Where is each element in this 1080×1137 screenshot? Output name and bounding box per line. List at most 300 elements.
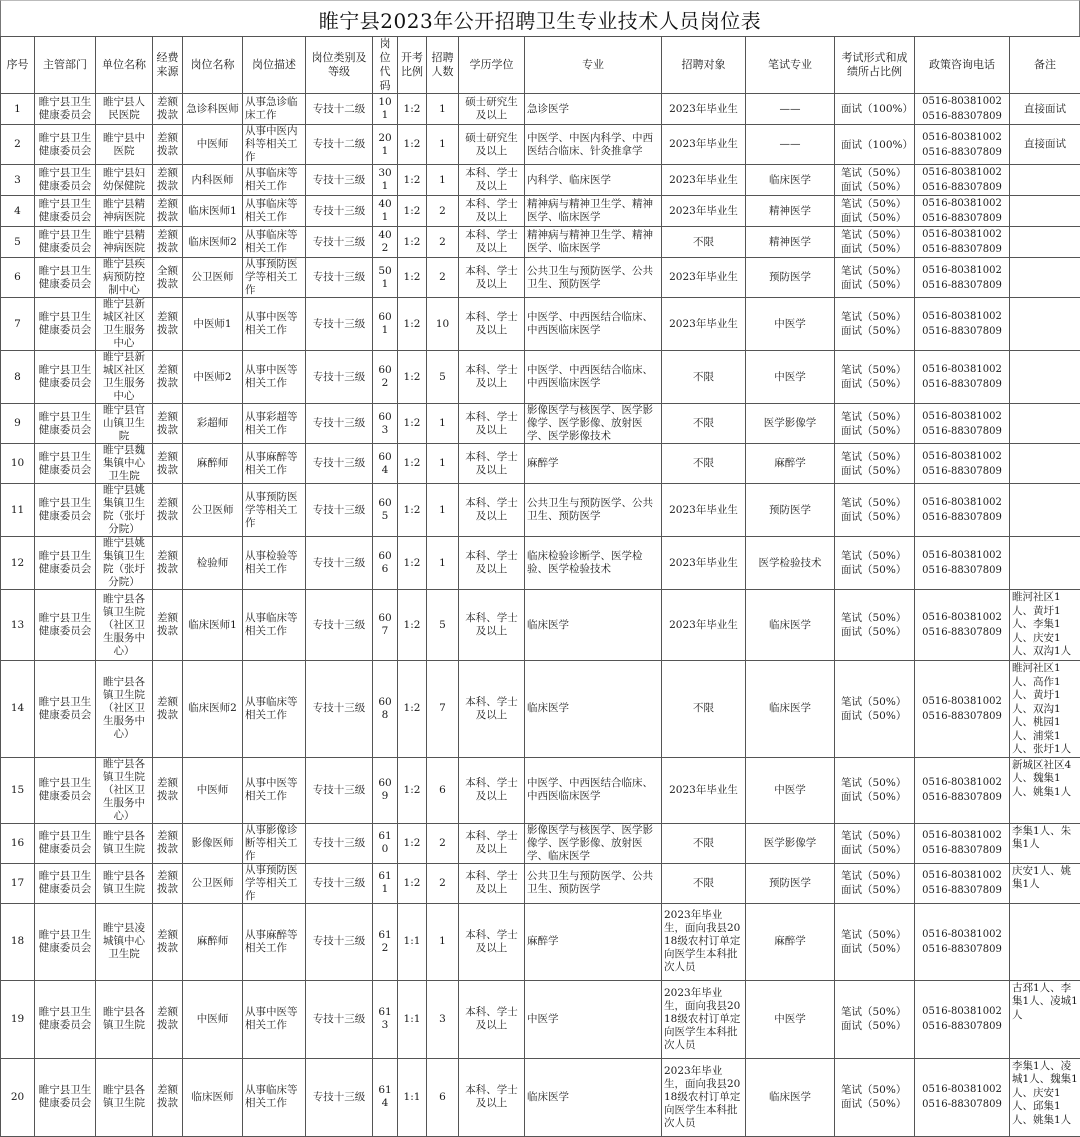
cell-post: 中医师 (183, 757, 243, 823)
cell-no: 17 (1, 863, 35, 903)
phone-line: 0516-80381002 (917, 165, 1007, 180)
cell-major: 影像医学与核医学、医学影像学、医学影像、放射医学、临床医学 (525, 823, 662, 863)
cell-level: 专技十三级 (306, 980, 373, 1058)
phone-line: 0516-88307809 (917, 424, 1007, 439)
cell-no: 19 (1, 980, 35, 1058)
cell-note (1010, 903, 1080, 980)
cell-ratio: 1:2 (398, 590, 427, 661)
phone-line: 0516-88307809 (917, 709, 1007, 724)
exam-line: 笔试（50%） (841, 166, 912, 180)
cell-target: 2023年毕业生 (662, 165, 746, 196)
cell-dept: 睢宁县卫生健康委员会 (35, 125, 96, 165)
cell-unit: 睢宁县各镇卫生院（社区卫生服务中心） (96, 590, 153, 661)
exam-line: 面试（50%） (841, 709, 912, 723)
cell-no: 9 (1, 404, 35, 444)
table-row (1, 404, 1080, 444)
cell-level: 专技十二级 (306, 125, 373, 165)
cell-ratio: 1:2 (398, 125, 427, 165)
exam-line: 笔试（50%） (841, 310, 912, 324)
cell-edu: 硕士研究生及以上 (459, 94, 525, 125)
cell-unit: 睢宁县精神病医院 (96, 196, 153, 227)
cell-written: —— (746, 125, 835, 165)
cell-target: 2023年毕业生 (662, 125, 746, 165)
header-no: 序号 (1, 37, 35, 94)
exam-line: 面试（50%） (841, 424, 912, 438)
exam-line: 面试（50%） (841, 278, 912, 292)
header-written: 笔试专业 (746, 37, 835, 94)
cell-written: 临床医学 (746, 590, 835, 661)
header-exam: 考试形式和成绩所占比例 (835, 37, 915, 94)
exam-line: 笔试（50%） (841, 197, 912, 211)
exam-line: 面试（50%） (841, 242, 912, 256)
exam-line: 笔试（50%） (841, 829, 912, 843)
phone-line: 0516-80381002 (917, 868, 1007, 883)
cell-fund: 差额拨款 (153, 863, 183, 903)
cell-written: 麻醉学 (746, 903, 835, 980)
exam-line: 面试（50%） (841, 377, 912, 391)
cell-num: 1 (427, 94, 459, 125)
cell-target: 2023年毕业生，面向我县2018级农村订单定向医学生本科批次人员 (662, 1058, 746, 1136)
cell-unit: 睢宁县新城区社区卫生服务中心 (96, 351, 153, 404)
cell-dept: 睢宁县卫生健康委员会 (35, 1058, 96, 1136)
cell-target: 2023年毕业生 (662, 298, 746, 351)
table-row (1, 823, 1080, 863)
phone-line: 0516-88307809 (917, 790, 1007, 805)
cell-num: 6 (427, 1058, 459, 1136)
cell-phone (915, 227, 1010, 258)
phone-line: 0516-88307809 (917, 180, 1007, 195)
cell-post: 急诊科医师 (183, 94, 243, 125)
cell-exam (835, 823, 915, 863)
cell-ratio: 1:2 (398, 444, 427, 484)
header-row (1, 37, 1080, 94)
cell-exam (835, 165, 915, 196)
cell-written: —— (746, 94, 835, 125)
cell-phone (915, 444, 1010, 484)
cell-written: 预防医学 (746, 258, 835, 298)
cell-exam (835, 404, 915, 444)
cell-desc: 从事麻醉等相关工作 (243, 444, 306, 484)
cell-post: 影像医师 (183, 823, 243, 863)
cell-dept: 睢宁县卫生健康委员会 (35, 227, 96, 258)
cell-major: 麻醉学 (525, 903, 662, 980)
cell-ratio: 1:2 (398, 196, 427, 227)
cell-unit: 睢宁县疾病预防控制中心 (96, 258, 153, 298)
phone-line: 0516-80381002 (917, 263, 1007, 278)
cell-target: 2023年毕业生 (662, 484, 746, 537)
exam-line: 笔试（50%） (841, 264, 912, 278)
cell-major: 中医学 (525, 980, 662, 1058)
cell-num: 2 (427, 227, 459, 258)
cell-num: 2 (427, 823, 459, 863)
phone-line: 0516-88307809 (917, 1019, 1007, 1034)
cell-level: 专技十二级 (306, 94, 373, 125)
cell-unit: 睢宁县各镇卫生院 (96, 1058, 153, 1136)
cell-target: 不限 (662, 351, 746, 404)
cell-desc: 从事麻醉等相关工作 (243, 903, 306, 980)
cell-num: 1 (427, 404, 459, 444)
cell-fund: 差额拨款 (153, 980, 183, 1058)
cell-code: 101 (373, 94, 398, 125)
table-row (1, 903, 1080, 980)
cell-num: 2 (427, 196, 459, 227)
table-row (1, 165, 1080, 196)
cell-dept: 睢宁县卫生健康委员会 (35, 863, 96, 903)
cell-note (1010, 298, 1080, 351)
cell-fund: 差额拨款 (153, 484, 183, 537)
cell-note: 古邳1人、李集1人、凌城1人 (1010, 980, 1080, 1058)
cell-ratio: 1:2 (398, 484, 427, 537)
cell-fund: 差额拨款 (153, 404, 183, 444)
cell-target: 不限 (662, 661, 746, 758)
cell-num: 10 (427, 298, 459, 351)
phone-line: 0516-80381002 (917, 828, 1007, 843)
table-row (1, 196, 1080, 227)
cell-note (1010, 165, 1080, 196)
cell-no: 4 (1, 196, 35, 227)
cell-edu: 本科、学士及以上 (459, 537, 525, 590)
phone-line: 0516-88307809 (917, 278, 1007, 293)
cell-edu: 本科、学士及以上 (459, 227, 525, 258)
cell-ratio: 1:2 (398, 661, 427, 758)
cell-level: 专技十三级 (306, 863, 373, 903)
cell-post: 麻醉师 (183, 903, 243, 980)
exam-line: 面试（50%） (841, 942, 912, 956)
cell-edu: 本科、学士及以上 (459, 258, 525, 298)
cell-note (1010, 196, 1080, 227)
cell-no: 11 (1, 484, 35, 537)
cell-num: 1 (427, 903, 459, 980)
cell-phone (915, 258, 1010, 298)
cell-phone (915, 298, 1010, 351)
cell-edu: 本科、学士及以上 (459, 484, 525, 537)
cell-exam (835, 94, 915, 125)
cell-no: 5 (1, 227, 35, 258)
cell-unit: 睢宁县人民医院 (96, 94, 153, 125)
header-post: 岗位名称 (183, 37, 243, 94)
cell-desc: 从事中医等相关工作 (243, 980, 306, 1058)
phone-line: 0516-80381002 (917, 409, 1007, 424)
cell-no: 2 (1, 125, 35, 165)
cell-target: 2023年毕业生 (662, 258, 746, 298)
header-desc: 岗位描述 (243, 37, 306, 94)
cell-dept: 睢宁县卫生健康委员会 (35, 823, 96, 863)
phone-line: 0516-80381002 (917, 362, 1007, 377)
exam-line: 笔试（50%） (841, 611, 912, 625)
cell-edu: 本科、学士及以上 (459, 165, 525, 196)
cell-phone (915, 404, 1010, 444)
table-row (1, 590, 1080, 661)
cell-post: 彩超师 (183, 404, 243, 444)
cell-level: 专技十三级 (306, 227, 373, 258)
cell-desc: 从事预防医学等相关工作 (243, 258, 306, 298)
table-row (1, 661, 1080, 758)
phone-line: 0516-88307809 (917, 510, 1007, 525)
cell-target: 不限 (662, 227, 746, 258)
cell-post: 中医师 (183, 125, 243, 165)
cell-ratio: 1:2 (398, 227, 427, 258)
cell-ratio: 1:2 (398, 298, 427, 351)
phone-line: 0516-80381002 (917, 94, 1007, 109)
phone-line: 0516-88307809 (917, 324, 1007, 339)
cell-code: 609 (373, 757, 398, 823)
cell-level: 专技十三级 (306, 196, 373, 227)
cell-dept: 睢宁县卫生健康委员会 (35, 298, 96, 351)
cell-fund: 差额拨款 (153, 196, 183, 227)
cell-written: 临床医学 (746, 1058, 835, 1136)
exam-line: 笔试（50%） (841, 695, 912, 709)
exam-line: 面试（50%） (841, 1097, 912, 1111)
header-ratio: 开考比例 (398, 37, 427, 94)
cell-desc: 从事检验等相关工作 (243, 537, 306, 590)
cell-unit: 睢宁县各镇卫生院（社区卫生服务中心） (96, 757, 153, 823)
cell-dept: 睢宁县卫生健康委员会 (35, 590, 96, 661)
cell-note: 睢河社区1人、黄圩1人、李集1人、庆安1人、双沟1人 (1010, 590, 1080, 661)
exam-line: 笔试（50%） (841, 450, 912, 464)
table-row (1, 258, 1080, 298)
cell-dept: 睢宁县卫生健康委员会 (35, 444, 96, 484)
cell-written: 中医学 (746, 757, 835, 823)
cell-num: 6 (427, 757, 459, 823)
phone-line: 0516-88307809 (917, 242, 1007, 257)
cell-exam (835, 980, 915, 1058)
cell-edu: 本科、学士及以上 (459, 351, 525, 404)
table-row (1, 444, 1080, 484)
cell-num: 1 (427, 537, 459, 590)
cell-edu: 硕士研究生及以上 (459, 125, 525, 165)
cell-fund: 差额拨款 (153, 903, 183, 980)
cell-major: 中医学、中医内科学、中西医结合临床、针灸推拿学 (525, 125, 662, 165)
cell-code: 611 (373, 863, 398, 903)
cell-written: 中医学 (746, 298, 835, 351)
cell-fund: 差额拨款 (153, 298, 183, 351)
cell-post: 中医师1 (183, 298, 243, 351)
cell-ratio: 1:1 (398, 903, 427, 980)
header-num: 招聘人数 (427, 37, 459, 94)
cell-fund: 差额拨款 (153, 351, 183, 404)
phone-line: 0516-80381002 (917, 449, 1007, 464)
cell-post: 内科医师 (183, 165, 243, 196)
exam-line: 面试（50%） (841, 625, 912, 639)
cell-code: 301 (373, 165, 398, 196)
phone-line: 0516-88307809 (917, 464, 1007, 479)
cell-note (1010, 537, 1080, 590)
cell-ratio: 1:1 (398, 980, 427, 1058)
exam-line: 面试（50%） (841, 324, 912, 338)
cell-phone (915, 94, 1010, 125)
header-unit: 单位名称 (96, 37, 153, 94)
cell-written: 精神医学 (746, 196, 835, 227)
cell-edu: 本科、学士及以上 (459, 823, 525, 863)
cell-level: 专技十三级 (306, 903, 373, 980)
cell-exam (835, 590, 915, 661)
cell-major: 公共卫生与预防医学、公共卫生、预防医学 (525, 258, 662, 298)
cell-level: 专技十三级 (306, 537, 373, 590)
cell-major: 精神病与精神卫生学、精神医学、临床医学 (525, 196, 662, 227)
cell-fund: 差额拨款 (153, 227, 183, 258)
exam-line: 笔试（50%） (841, 928, 912, 942)
exam-line: 笔试（50%） (841, 496, 912, 510)
cell-major: 临床医学 (525, 1058, 662, 1136)
phone-line: 0516-80381002 (917, 775, 1007, 790)
cell-written: 预防医学 (746, 863, 835, 903)
cell-note: 睢河社区1人、高作1人、黄圩1人、双沟1人、桃园1人、浦棠1人、张圩1人 (1010, 661, 1080, 758)
cell-phone (915, 980, 1010, 1058)
cell-code: 601 (373, 298, 398, 351)
cell-unit: 睢宁县新城区社区卫生服务中心 (96, 298, 153, 351)
phone-line: 0516-88307809 (917, 883, 1007, 898)
cell-edu: 本科、学士及以上 (459, 980, 525, 1058)
phone-line: 0516-88307809 (917, 625, 1007, 640)
cell-dept: 睢宁县卫生健康委员会 (35, 903, 96, 980)
cell-dept: 睢宁县卫生健康委员会 (35, 661, 96, 758)
cell-exam (835, 484, 915, 537)
exam-line: 笔试（50%） (841, 363, 912, 377)
cell-note (1010, 351, 1080, 404)
cell-major: 急诊医学 (525, 94, 662, 125)
phone-line: 0516-80381002 (917, 927, 1007, 942)
cell-exam (835, 125, 915, 165)
positions-table (0, 36, 1080, 1137)
cell-fund: 差额拨款 (153, 537, 183, 590)
exam-line: 笔试（50%） (841, 1083, 912, 1097)
table-row (1, 980, 1080, 1058)
cell-level: 专技十三级 (306, 165, 373, 196)
cell-no: 1 (1, 94, 35, 125)
phone-line: 0516-88307809 (917, 211, 1007, 226)
cell-num: 5 (427, 590, 459, 661)
cell-target: 不限 (662, 444, 746, 484)
cell-desc: 从事临床等相关工作 (243, 1058, 306, 1136)
cell-ratio: 1:2 (398, 165, 427, 196)
cell-note: 李集1人、凌城1人、魏集1人、庆安1人、邱集1人、姚集1人 (1010, 1058, 1080, 1136)
header-phone: 政策咨询电话 (915, 37, 1010, 94)
cell-desc: 从事预防医学等相关工作 (243, 863, 306, 903)
exam-line: 面试（50%） (841, 464, 912, 478)
exam-line: 面试（100%） (841, 138, 912, 152)
cell-desc: 从事临床等相关工作 (243, 165, 306, 196)
cell-no: 18 (1, 903, 35, 980)
cell-no: 8 (1, 351, 35, 404)
cell-no: 15 (1, 757, 35, 823)
cell-written: 精神医学 (746, 227, 835, 258)
cell-major: 中医学、中西医结合临床、中西医临床医学 (525, 757, 662, 823)
cell-note (1010, 227, 1080, 258)
cell-level: 专技十三级 (306, 823, 373, 863)
exam-line: 笔试（50%） (841, 869, 912, 883)
cell-edu: 本科、学士及以上 (459, 196, 525, 227)
phone-line: 0516-80381002 (917, 495, 1007, 510)
cell-major: 影像医学与核医学、医学影像学、医学影像、放射医学、医学影像技术 (525, 404, 662, 444)
cell-edu: 本科、学士及以上 (459, 1058, 525, 1136)
cell-desc: 从事中医等相关工作 (243, 757, 306, 823)
table-body (1, 94, 1080, 1137)
cell-target: 2023年毕业生 (662, 196, 746, 227)
cell-num: 2 (427, 863, 459, 903)
table-row (1, 298, 1080, 351)
cell-note (1010, 484, 1080, 537)
cell-written: 中医学 (746, 980, 835, 1058)
cell-code: 605 (373, 484, 398, 537)
cell-num: 3 (427, 980, 459, 1058)
cell-no: 13 (1, 590, 35, 661)
cell-phone (915, 537, 1010, 590)
cell-unit: 睢宁县官山镇卫生院 (96, 404, 153, 444)
phone-line: 0516-88307809 (917, 1097, 1007, 1112)
cell-num: 1 (427, 444, 459, 484)
phone-line: 0516-88307809 (917, 377, 1007, 392)
cell-level: 专技十三级 (306, 590, 373, 661)
exam-line: 面试（50%） (841, 790, 912, 804)
cell-note: 庆安1人、姚集1人 (1010, 863, 1080, 903)
cell-post: 检验师 (183, 537, 243, 590)
cell-dept: 睢宁县卫生健康委员会 (35, 165, 96, 196)
cell-num: 1 (427, 165, 459, 196)
cell-ratio: 1:2 (398, 94, 427, 125)
cell-edu: 本科、学士及以上 (459, 298, 525, 351)
cell-written: 预防医学 (746, 484, 835, 537)
cell-code: 613 (373, 980, 398, 1058)
cell-major: 中医学、中西医结合临床、中西医临床医学 (525, 351, 662, 404)
cell-unit: 睢宁县精神病医院 (96, 227, 153, 258)
cell-post: 临床医师2 (183, 227, 243, 258)
cell-target: 2023年毕业生 (662, 590, 746, 661)
cell-edu: 本科、学士及以上 (459, 590, 525, 661)
cell-num: 1 (427, 484, 459, 537)
phone-line: 0516-80381002 (917, 610, 1007, 625)
cell-unit: 睢宁县各镇卫生院 (96, 823, 153, 863)
cell-post: 公卫医师 (183, 258, 243, 298)
cell-unit: 睢宁县中医院 (96, 125, 153, 165)
cell-phone (915, 757, 1010, 823)
phone-line: 0516-80381002 (917, 196, 1007, 211)
cell-dept: 睢宁县卫生健康委员会 (35, 757, 96, 823)
cell-dept: 睢宁县卫生健康委员会 (35, 980, 96, 1058)
cell-desc: 从事彩超等相关工作 (243, 404, 306, 444)
cell-code: 603 (373, 404, 398, 444)
cell-unit: 睢宁县姚集镇卫生院（张圩分院） (96, 537, 153, 590)
cell-exam (835, 351, 915, 404)
cell-post: 临床医师2 (183, 661, 243, 758)
phone-line: 0516-80381002 (917, 130, 1007, 145)
cell-exam (835, 1058, 915, 1136)
cell-written: 医学检验技术 (746, 537, 835, 590)
cell-post: 麻醉师 (183, 444, 243, 484)
cell-code: 608 (373, 661, 398, 758)
cell-phone (915, 484, 1010, 537)
table-row (1, 351, 1080, 404)
header-level: 岗位类别及等级 (306, 37, 373, 94)
cell-code: 606 (373, 537, 398, 590)
cell-note: 新城区社区4人、魏集1人、姚集1人 (1010, 757, 1080, 823)
table-row (1, 484, 1080, 537)
cell-major: 公共卫生与预防医学、公共卫生、预防医学 (525, 863, 662, 903)
cell-ratio: 1:2 (398, 863, 427, 903)
table-row (1, 757, 1080, 823)
cell-post: 中医师2 (183, 351, 243, 404)
exam-line: 笔试（50%） (841, 410, 912, 424)
cell-dept: 睢宁县卫生健康委员会 (35, 258, 96, 298)
phone-line: 0516-88307809 (917, 145, 1007, 160)
cell-unit: 睢宁县各镇卫生院 (96, 980, 153, 1058)
exam-line: 面试（50%） (841, 510, 912, 524)
cell-desc: 从事临床等相关工作 (243, 590, 306, 661)
cell-level: 专技十三级 (306, 258, 373, 298)
exam-line: 笔试（50%） (841, 549, 912, 563)
cell-phone (915, 125, 1010, 165)
cell-edu: 本科、学士及以上 (459, 757, 525, 823)
header-edu: 学历学位 (459, 37, 525, 94)
